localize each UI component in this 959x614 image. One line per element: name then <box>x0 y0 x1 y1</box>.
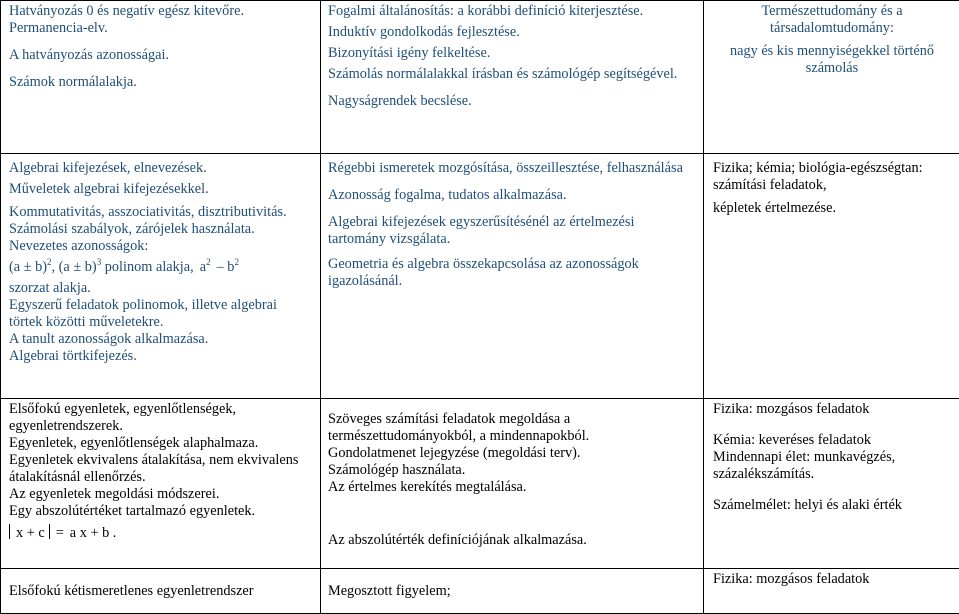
topic-cell <box>1 154 321 399</box>
topic-line: Az egyenletek megoldási módszerei. <box>9 486 312 503</box>
goal-cell <box>321 154 704 399</box>
goal-line: Az értelmes kerekítés megtalálása. <box>328 479 695 496</box>
goal-line: Az abszolútérték definíciójának alkalmazása. <box>328 532 695 549</box>
topic-line: Egy abszolútértéket tartalmazó egyenletek. <box>9 503 312 520</box>
link-line: Számelmélet: helyi és alaki érték <box>713 497 951 514</box>
topic-line: A tanult azonosságok alkalmazása. <box>9 331 312 348</box>
link-cell <box>704 569 959 614</box>
goal-line: Megosztott figyelem; <box>328 583 695 600</box>
goal-line: Fogalmi általánosítás: a korábbi definíció kiterjesztése. <box>328 3 695 20</box>
goal-cell <box>321 1 704 154</box>
goal-line: Induktív gondolkodás fejlesztése. <box>328 24 695 41</box>
topic-line: Egyenletek ekvivalens átalakítása, nem ekvivalens átalakításnál ellenőrzés. <box>9 452 312 486</box>
goal-line: Régebbi ismeretek mozgósítása, összeillesztése, felhasználása <box>328 160 695 177</box>
goal-line: Nagyságrendek becslése. <box>328 93 695 110</box>
link-cell <box>704 1 959 154</box>
goal-line: Azonosság fogalma, tudatos alkalmazása. <box>328 187 695 204</box>
link-cell <box>704 154 959 399</box>
topic-line: Számolási szabályok, zárójelek használata. <box>9 221 312 238</box>
topic-line: Algebrai törtkifejezés. <box>9 348 312 365</box>
topic-line: Hatványozás 0 és negatív egész kitevőre. <box>9 3 312 20</box>
topic-line: Permanencia-elv. <box>9 20 312 37</box>
table-row <box>1 569 959 614</box>
table-row <box>1 154 959 399</box>
link-line: képletek értelmezése. <box>713 200 951 217</box>
abs-bar-right <box>49 524 50 539</box>
goal-line: Számolás normálalakkal írásban és számológép segítségével. <box>328 66 695 83</box>
goal-cell <box>321 569 704 614</box>
link-line: nagy és kis mennyiségekkel történő számolás <box>713 43 951 77</box>
link-line: Fizika: mozgásos feladatok <box>713 571 951 588</box>
abs-bar-left <box>9 524 10 539</box>
goal-line: Számológép használata. <box>328 462 695 479</box>
goal-line: Bizonyítási igény felkeltése. <box>328 45 695 62</box>
link-line: Fizika; kémia; biológia-egészségtan: számítási feladatok, <box>713 160 951 194</box>
topic-line: Nevezetes azonosságok: <box>9 238 312 255</box>
identity-formula: $(a \pm b)^2$, $(a \pm b)^3$ polinom alakja, $a^2 - b^2$ <box>9 259 312 276</box>
topic-line: Egyszerű feladatok polinomok, illetve algebrai törtek közötti műveletekre. <box>9 297 312 331</box>
topic-line: A hatványozás azonosságai. <box>9 47 312 64</box>
goal-line: Gondolatmenet lejegyzése (megoldási terv). <box>328 445 695 462</box>
link-cell <box>704 399 959 569</box>
goal-cell <box>321 399 704 569</box>
topic-line: Elsőfokú kétismeretlenes egyenletrendszer <box>9 583 312 600</box>
link-line: Mindennapi élet: munkavégzés, százalékszámítás. <box>713 449 951 483</box>
table-row <box>1 1 959 154</box>
absolute-value-equation: x + c = a x + b . <box>9 524 312 542</box>
topic-line: Elsőfokú egyenletek, egyenlőtlenségek, egyenletrendszerek. <box>9 401 312 435</box>
goal-line: Algebrai kifejezések egyszerűsítésénél az értelmezési tartomány vizsgálata. <box>328 214 695 248</box>
link-line: Kémia: keveréses feladatok <box>713 432 951 449</box>
topic-cell <box>1 1 321 154</box>
topic-line: szorzat alakja. <box>9 280 312 297</box>
topic-cell <box>1 569 321 614</box>
goal-line: Geometria és algebra összekapcsolása az azonosságok igazolásánál. <box>328 256 695 290</box>
topic-line: Egyenletek, egyenlőtlenségek alaphalmaza. <box>9 435 312 452</box>
topic-line: Algebrai kifejezések, elnevezések. <box>9 160 312 177</box>
topic-line: Műveletek algebrai kifejezésekkel. <box>9 181 312 198</box>
table-row <box>1 399 959 569</box>
topic-line: Számok normálalakja. <box>9 74 312 91</box>
link-line: Természettudomány és a társadalomtudomány: <box>713 3 951 37</box>
link-line: Fizika: mozgásos feladatok <box>713 401 951 418</box>
topic-cell <box>1 399 321 569</box>
topic-line: Kommutativitás, asszociativitás, disztributivitás. <box>9 204 312 221</box>
goal-line: Szöveges számítási feladatok megoldása a természettudományokból, a mindennapokból. <box>328 411 695 445</box>
